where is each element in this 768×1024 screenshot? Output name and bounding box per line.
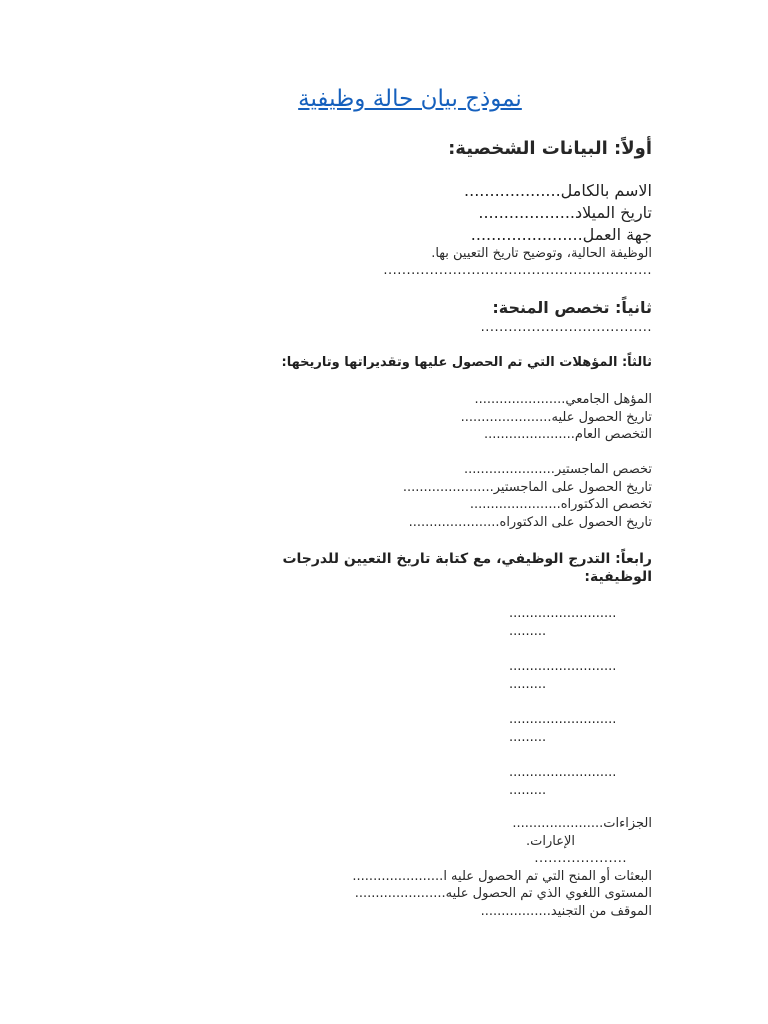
military-status-field: الموقف من التجنيد.................: [480, 904, 652, 919]
current-job-field: الوظيفة الحالية، وتوضيح تاريخ التعيين بها.: [431, 246, 652, 261]
birth-date-field: تاريخ الميلاد...................: [478, 203, 652, 222]
secondments-field: الإعارات.: [525, 834, 575, 849]
career-line-part-b: .........: [509, 730, 547, 745]
career-line-part-b: .........: [509, 677, 547, 692]
section4-heading: رابعاً: التدرج الوظيفي، مع كتابة تاريخ التعيين للدرجات الوظيفية:: [282, 551, 652, 585]
section3-heading: ثالثاً: المؤهلات التي تم الحصول عليها وتقديراتها وتاريخها:: [281, 355, 652, 370]
career-line: [509, 658, 649, 694]
scholarship-line: .....................................: [480, 320, 652, 335]
degree-date-field: تاريخ الحصول عليه......................: [460, 410, 652, 425]
university-degree-field: المؤهل الجامعي......................: [474, 392, 652, 407]
career-line-part-a: ..........................: [509, 765, 617, 780]
phd-date-field: تاريخ الحصول على الدكتوراه......................: [408, 515, 652, 530]
masters-date-field: تاريخ الحصول على الماجستير......................: [402, 480, 652, 495]
language-level-field: المستوى اللغوي الذي تم الحصول عليه......................: [354, 886, 652, 901]
general-specialization-field: التخصص العام......................: [484, 427, 652, 442]
career-line: [509, 711, 649, 747]
career-line: [509, 605, 649, 641]
career-line-part-b: .........: [509, 624, 547, 639]
current-job-line: ..........................................................: [383, 263, 652, 278]
employer-field: جهة العمل......................: [470, 225, 652, 244]
phd-specialization-field: تخصص الدكتوراه......................: [469, 497, 652, 512]
career-line-part-b: .........: [509, 783, 547, 798]
penalties-field: الجزاءات......................: [512, 816, 652, 831]
secondments-line: ....................: [534, 851, 627, 866]
career-line-part-a: ..........................: [509, 659, 617, 674]
missions-field: البعثات أو المنح التي تم الحصول عليه ا......................: [352, 869, 652, 884]
page-title[interactable]: نموذج بيان حالة وظيفية: [298, 86, 522, 112]
career-line-part-a: ..........................: [509, 712, 617, 727]
section2-heading: ثانياً: تخصص المنحة:: [492, 298, 652, 317]
full-name-field: الاسم بالكامل...................: [464, 181, 652, 200]
section1-heading: أولاً: البيانات الشخصية:: [448, 138, 652, 159]
masters-specialization-field: تخصص الماجستير......................: [464, 462, 652, 477]
career-line: [509, 764, 649, 800]
career-line-part-a: ..........................: [509, 606, 617, 621]
